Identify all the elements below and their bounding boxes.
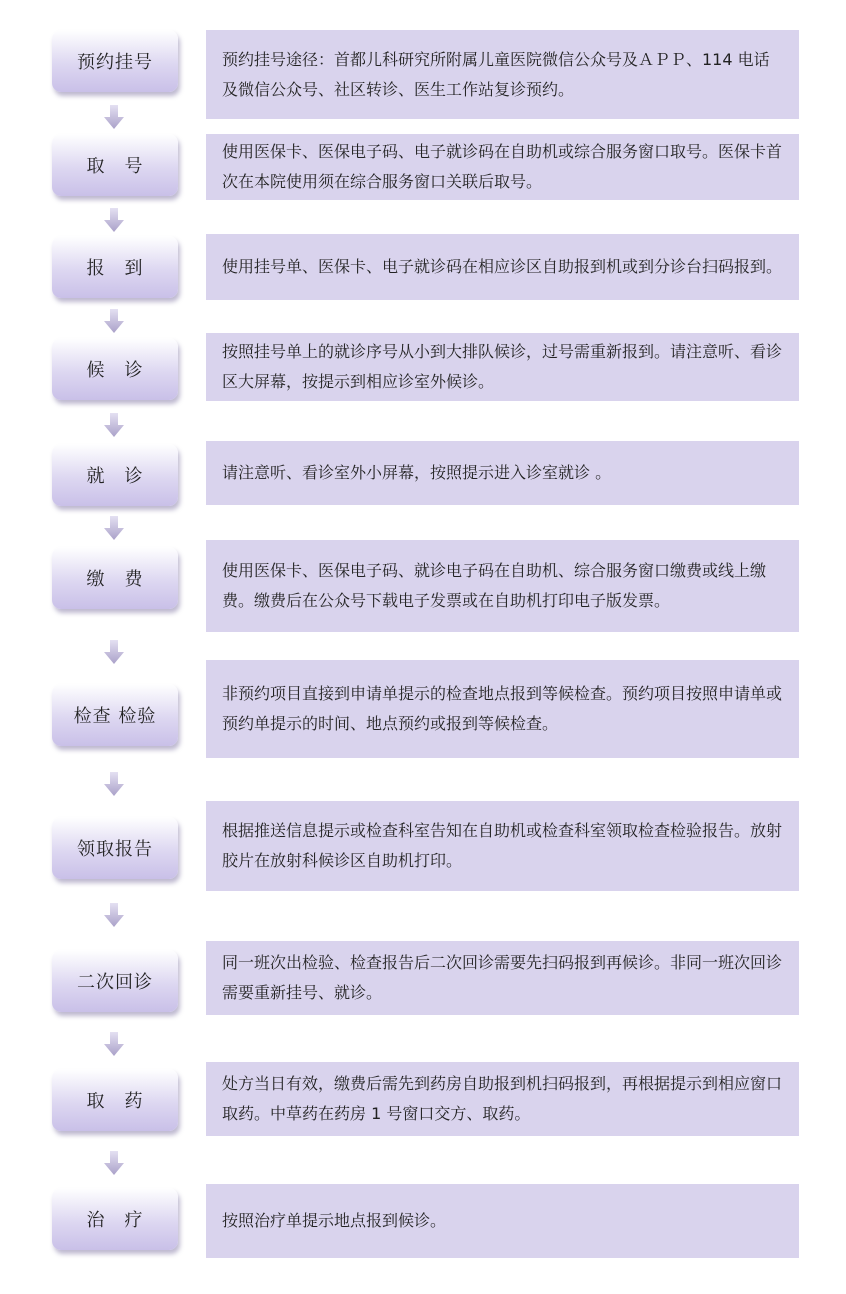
step-label: 检查 检验 [73, 706, 157, 727]
down-arrow-icon [104, 309, 124, 333]
step-box-check-in [52, 236, 178, 298]
step-description [206, 941, 799, 1015]
step-description [206, 333, 799, 401]
down-arrow-icon [104, 516, 124, 540]
step-description-text: 请注意听、看诊室外小屏幕，按照提示进入诊室就诊 。 [222, 463, 612, 482]
step-box-treatment [52, 1188, 178, 1250]
step-description [206, 234, 799, 300]
down-arrow-icon [104, 105, 124, 129]
step-label: 取 号 [86, 156, 144, 177]
step-description-text: 按照治疗单提示地点报到候诊。 [222, 1211, 447, 1230]
step-box-payment [52, 547, 178, 609]
down-arrow-icon [104, 903, 124, 927]
step-description [206, 540, 799, 632]
step-box-medicine [52, 1069, 178, 1131]
step-description [206, 1184, 799, 1258]
step-label: 就 诊 [86, 466, 144, 487]
step-description-text: 处方当日有效，缴费后需先到药房自助报到机扫码报到，再根据提示到相应窗口取药。中草药在药房 1 号窗口交方、取药。 [222, 1074, 783, 1123]
step-description-text: 使用医保卡、医保电子码、电子就诊码在自助机或综合服务窗口取号。医保卡首次在本院使用须在综合服务窗口关联后取号。 [222, 142, 783, 191]
step-description-text: 根据推送信息提示或检查科室告知在自助机或检查科室领取检查检验报告。放射胶片在放射科候诊区自助机打印。 [222, 821, 783, 870]
step-box-report-pickup [52, 817, 178, 879]
step-description [206, 801, 799, 891]
step-label: 缴 费 [86, 569, 144, 590]
step-description-text: 同一班次出检验、检查报告后二次回诊需要先扫码报到再候诊。非同一班次回诊需要重新挂号、就诊。 [222, 953, 783, 1002]
step-description-text: 使用医保卡、医保电子码、就诊电子码在自助机、综合服务窗口缴费或线上缴费。缴费后在公众号下载电子发票或在自助机打印电子版发票。 [222, 561, 767, 610]
down-arrow-icon [104, 772, 124, 796]
step-box-get-number [52, 134, 178, 196]
step-box-examination [52, 684, 178, 746]
down-arrow-icon [104, 1032, 124, 1056]
step-description-text: 非预约项目直接到申请单提示的检查地点报到等候检查。预约项目按照申请单或预约单提示的时间、地点预约或报到等候检查。 [222, 684, 783, 733]
step-description [206, 660, 799, 758]
step-description [206, 1062, 799, 1136]
step-description-text: 按照挂号单上的就诊序号从小到大排队候诊，过号需重新报到。请注意听、看诊区大屏幕，按提示到相应诊室外候诊。 [222, 342, 783, 391]
step-label: 领取报告 [77, 839, 153, 860]
step-label: 治 疗 [86, 1210, 144, 1231]
down-arrow-icon [104, 1151, 124, 1175]
step-box-consultation [52, 444, 178, 506]
step-label: 取 药 [86, 1091, 144, 1112]
step-label: 报 到 [86, 258, 144, 279]
step-box-revisit [52, 950, 178, 1012]
down-arrow-icon [104, 413, 124, 437]
down-arrow-icon [104, 640, 124, 664]
down-arrow-icon [104, 208, 124, 232]
step-description [206, 441, 799, 505]
step-description-text: 预约挂号途径：首都儿科研究所附属儿童医院微信公众号及ＡＰＰ、114 电话及微信公众号、社区转诊、医生工作站复诊预约。 [222, 49, 770, 99]
step-box-reservation [52, 30, 178, 92]
step-box-waiting [52, 338, 178, 400]
step-label: 预约挂号 [77, 52, 153, 73]
step-description [206, 30, 799, 119]
step-description [206, 134, 799, 200]
step-description-text: 使用挂号单、医保卡、电子就诊码在相应诊区自助报到机或到分诊台扫码报到。 [222, 257, 783, 276]
step-label: 候 诊 [86, 360, 144, 381]
step-label: 二次回诊 [77, 972, 153, 993]
